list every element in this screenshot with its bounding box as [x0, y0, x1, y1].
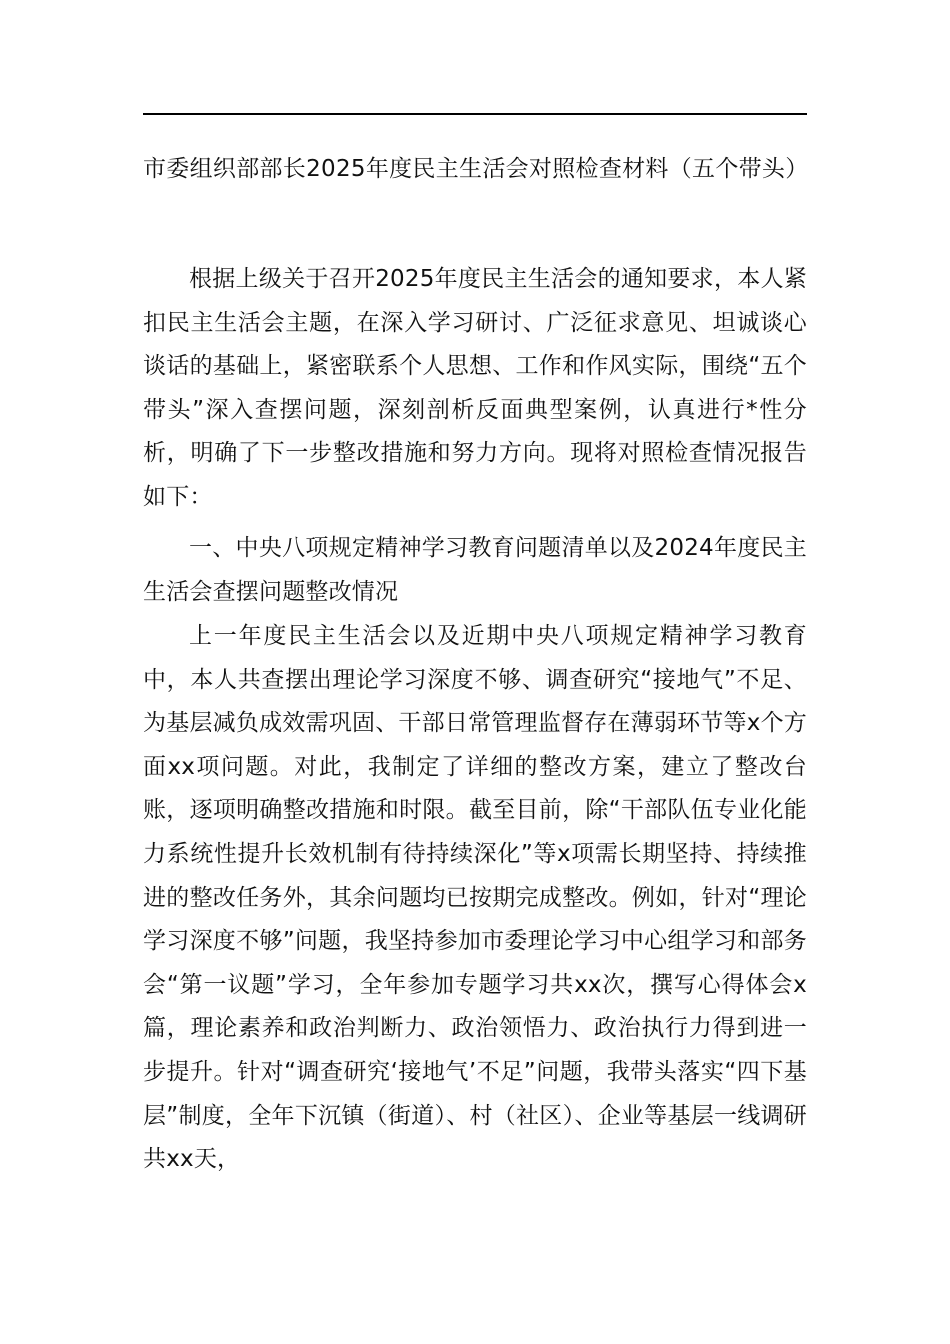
rectification-paragraph: 上一年度民主生活会以及近期中央八项规定精神学习教育中，本人共查摆出理论学习深度不够、调查研究“接地气”不足、为基层减负成效需巩固、干部日常管理监督存在薄弱环节等x个方面xx项问题。对此，我制定了详细的整改方案，建立了整改台账，逐项明确整改措施和时限。截至目前，除“干部队伍专业化能力系统性提升长效机制有待持续深化”等x项需长期坚持、持续推进的整改任务外，其余问题均已按期完成整改。例如，针对“理论学习深度不够”问题，我坚持参加市委理论学习中心组学习和部务会“第一议题”学习，全年参加专题学习共xx次，撰写心得体会x篇，理论素养和政治判断力、政治领悟力、政治执行力得到进一步提升。针对“调查研究‘接地气’不足”问题，我带头落实“四下基层”制度，全年下沉镇（街道）、村（社区）、企业等基层一线调研共xx天，	[143, 623, 807, 1173]
intro-paragraph: 根据上级关于召开2025年度民主生活会的通知要求，本人紧扣民主生活会主题，在深入学习研讨、广泛征求意见、坦诚谈心谈话的基础上，紧密联系个人思想、工作和作风实际，围绕“五个带头”深入查摆问题，深刻剖析反面典型案例，认真进行*性分析，明确了下一步整改措施和努力方向。现将对照检查情况报告如下：	[143, 266, 807, 510]
document-title: 市委组织部部长2025年度民主生活会对照检查材料（五个带头）	[143, 156, 809, 182]
section-heading: 一、中央八项规定精神学习教育问题清单以及2024年度民主生活会查摆问题整改情况	[143, 535, 807, 605]
header-rule	[143, 113, 807, 115]
